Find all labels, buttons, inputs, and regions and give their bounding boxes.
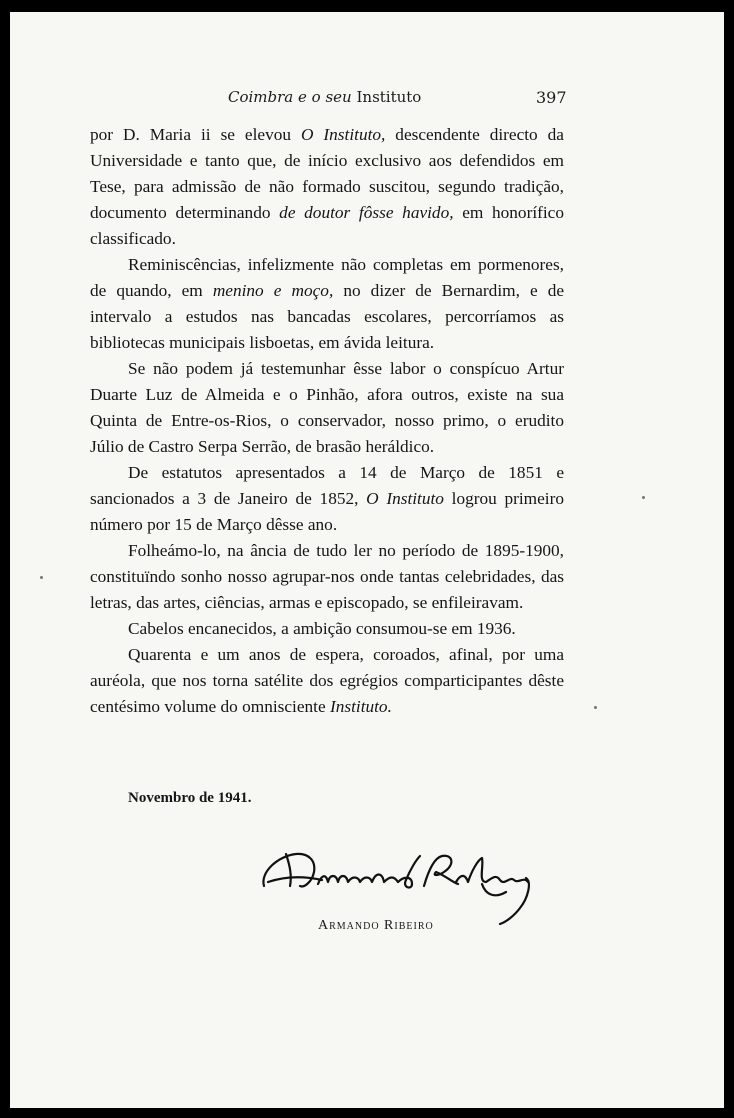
paragraph: [90, 642, 564, 720]
running-title-rest: Instituto: [356, 88, 422, 106]
paper-speck: [594, 706, 597, 709]
paper-speck: [40, 576, 43, 579]
text-run: De estatutos apresentados a 14 de Março de 1851 e sancionados a 3 de Janeiro de 1852,: [90, 463, 564, 508]
author-name: Armando Ribeiro: [318, 918, 434, 933]
paragraph: [90, 538, 564, 616]
body-text: [90, 122, 564, 720]
italic-run: Instituto.: [329, 697, 392, 716]
date-line: Novembro de 1941.: [128, 790, 252, 806]
text-run: em honorífico classificado.: [90, 203, 564, 248]
page: [10, 12, 724, 1108]
italic-run: menino e moço,: [212, 281, 334, 300]
text-run: no dizer de Bernardim, e de intervalo a estudos nas bancadas escolares, percorríamos as bibliotecas municipais lisboetas, em ávida leitura.: [90, 281, 565, 352]
running-title: [228, 88, 421, 106]
page-number: 397: [536, 88, 567, 107]
signature: [256, 842, 546, 926]
running-title-italic: Coimbra e o seu: [228, 88, 352, 106]
italic-run: O Instituto,: [300, 125, 386, 144]
text-run: Folheámo-lo, na ância de tudo ler no período de 1895-1900, constituïndo sonho nosso agrupar-nos onde tantas celebridades, das letras, das artes, ciências, armas e episcopado, se enfileiravam.: [90, 541, 564, 612]
italic-run: O Instituto: [366, 489, 444, 508]
running-head: [10, 88, 724, 110]
text-run: Se não podem já testemunhar êsse labor o conspícuo Artur Duarte Luz de Almeida e o Pinhão, afora outros, existe na sua Quinta de Entre-os-Rios, o conservador, nosso primo, o erudito Júlio de Castro Serpa Serrão, de brasão heráldico.: [90, 359, 564, 456]
text-run: logrou primeiro número por 15 de Março dêsse ano.: [90, 489, 564, 534]
text-run: Reminiscências, infelizmente não completas em pormenores, de quando, em: [90, 255, 564, 300]
paragraph: [90, 460, 564, 538]
paragraph: [90, 252, 564, 356]
paragraph: [90, 616, 564, 642]
text-run: por D. Maria ii se elevou: [90, 125, 301, 144]
paragraph: [90, 356, 564, 460]
text-run: descendente directo da Universidade e tanto que, de início exclusivo aos defendidos em Tese, para admissão de não formado suscitou, segundo tradição, documento determinando: [90, 125, 564, 222]
paragraph: [90, 122, 564, 252]
paper-speck: [642, 496, 645, 499]
text-run: Cabelos encanecidos, a ambição consumou-se em 1936.: [128, 619, 516, 638]
italic-run: de doutor fôsse havido,: [279, 203, 454, 222]
text-run: Quarenta e um anos de espera, coroados, afinal, por uma auréola, que nos torna satélite dos egrégios comparticipantes dêste centésimo volume do omnisciente: [90, 645, 564, 716]
